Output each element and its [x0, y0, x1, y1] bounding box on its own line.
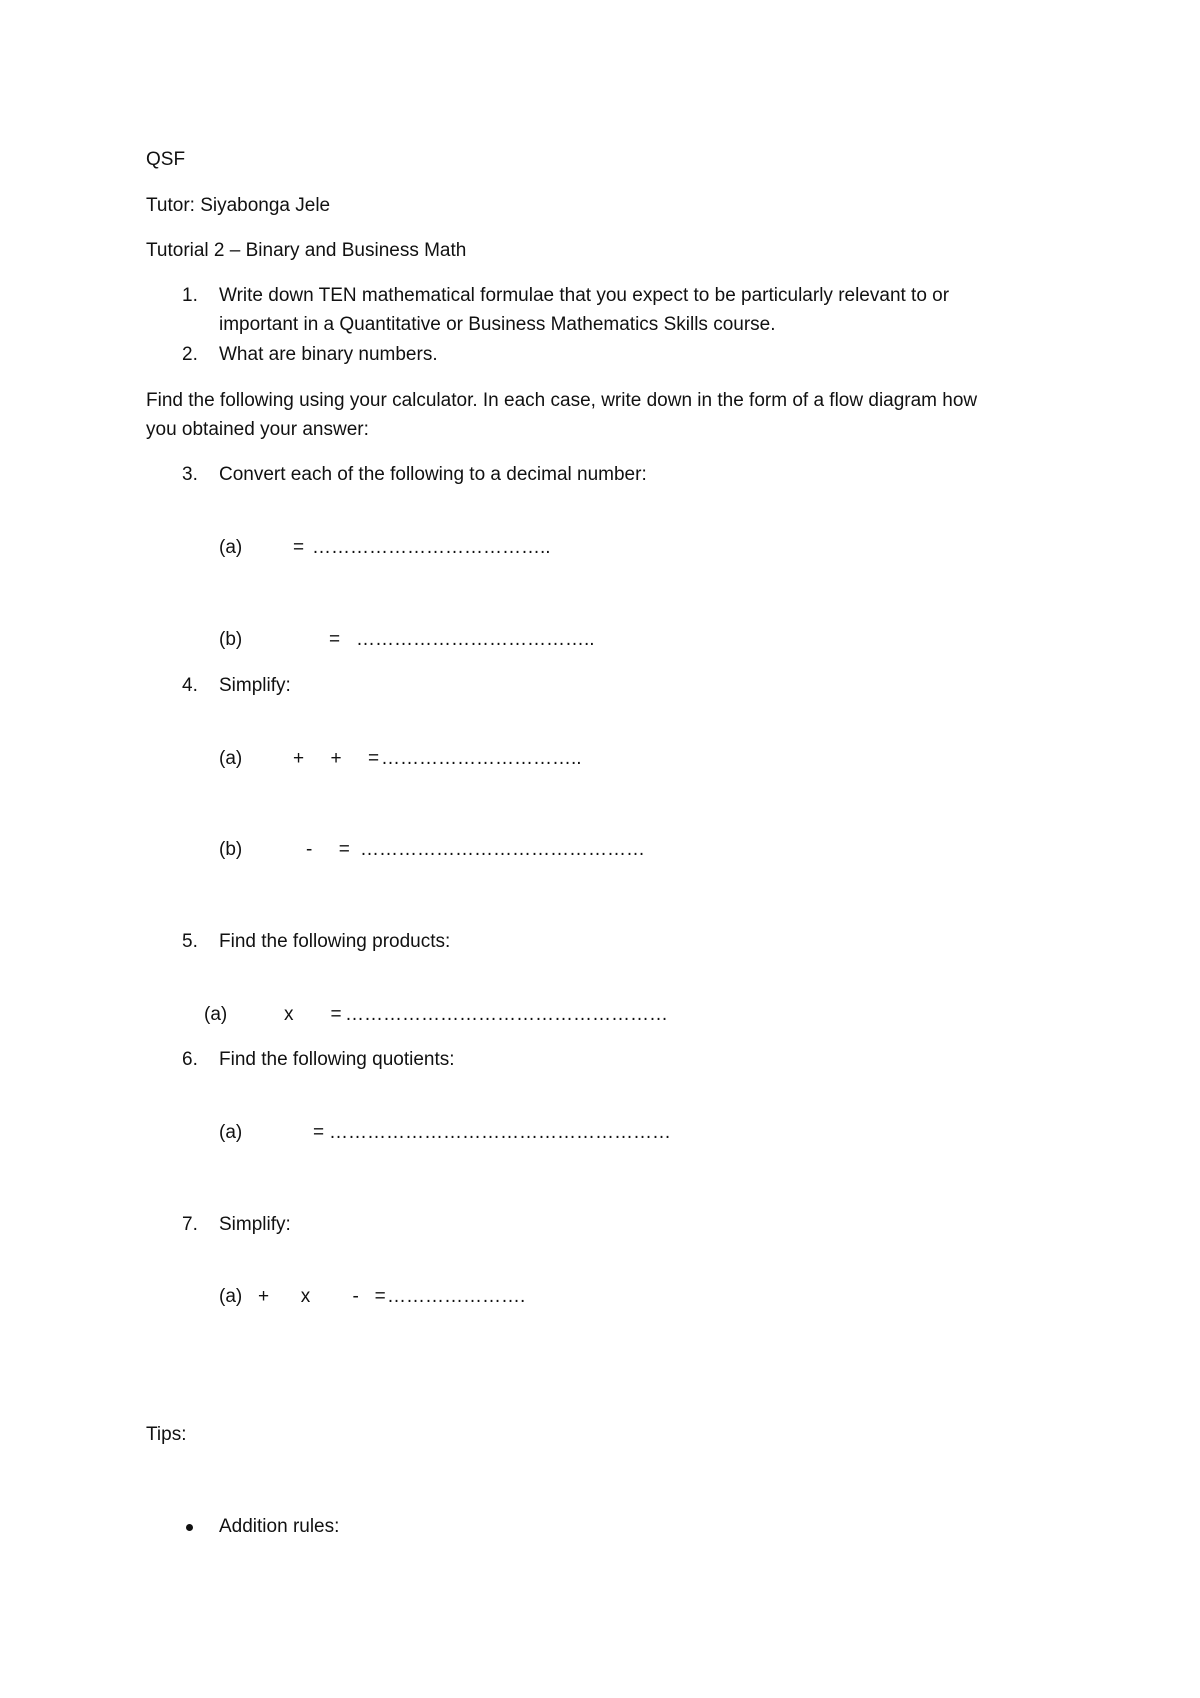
q3b-label: (b) [219, 629, 243, 650]
q5-number: 5. [182, 931, 198, 952]
q7-text: Simplify: [219, 1214, 291, 1235]
q3a-equals: = [293, 537, 305, 558]
q4b-label: (b) [219, 839, 243, 860]
q4b-answer-blank: ……………………………………… [360, 839, 645, 860]
q6a-equals: = [313, 1122, 325, 1143]
q4-text: Simplify: [219, 675, 291, 696]
instructions-line2: you obtained your answer: [146, 419, 369, 440]
tutorial-title: Tutorial 2 – Binary and Business Math [146, 240, 467, 261]
q1-text-line1: Write down TEN mathematical formulae that you expect to be particularly relevant to or [219, 285, 950, 306]
tip-item-addition-rules: Addition rules: [219, 1516, 340, 1537]
q7a-operators: + x - = [258, 1286, 386, 1307]
q5a-label: (a) [204, 1004, 228, 1025]
course-code: QSF [146, 149, 186, 170]
tutor-line: Tutor: Siyabonga Jele [146, 195, 331, 216]
q6-text: Find the following quotients: [219, 1049, 455, 1070]
q1-text-line2: important in a Quantitative or Business Mathematics Skills course. [219, 314, 776, 335]
q2-text: What are binary numbers. [219, 344, 438, 365]
q5a-operators: x = [284, 1004, 342, 1025]
q5a-answer-blank: …………………………………………… [345, 1004, 668, 1025]
q3-text: Convert each of the following to a decimal number: [219, 464, 647, 485]
q3a-label: (a) [219, 537, 243, 558]
q7a-label: (a) [219, 1286, 243, 1307]
q2-number: 2. [182, 344, 198, 365]
q4a-label: (a) [219, 748, 243, 769]
q7-number: 7. [182, 1214, 198, 1235]
q4b-operators: - = [306, 839, 350, 860]
q5-text: Find the following products: [219, 931, 451, 952]
q1-number: 1. [182, 285, 198, 306]
q7a-answer-blank: …………………. [387, 1286, 526, 1307]
q6a-answer-blank: ……………………………………………… [329, 1122, 671, 1143]
q3-number: 3. [182, 464, 198, 485]
q6a-label: (a) [219, 1122, 243, 1143]
instructions-line1: Find the following using your calculator. In each case, write down in the form of a flow diagram how [146, 390, 978, 411]
tips-heading: Tips: [146, 1424, 187, 1445]
q3a-answer-blank: ……………………………….. [312, 537, 551, 558]
q3b-answer-blank: ……………………………….. [356, 629, 595, 650]
q3b-equals: = [329, 629, 341, 650]
q6-number: 6. [182, 1049, 198, 1070]
bullet-icon [186, 1524, 193, 1531]
q4a-answer-blank: ………………………….. [381, 748, 582, 769]
q4a-operators: + + = [293, 748, 380, 769]
q4-number: 4. [182, 675, 198, 696]
